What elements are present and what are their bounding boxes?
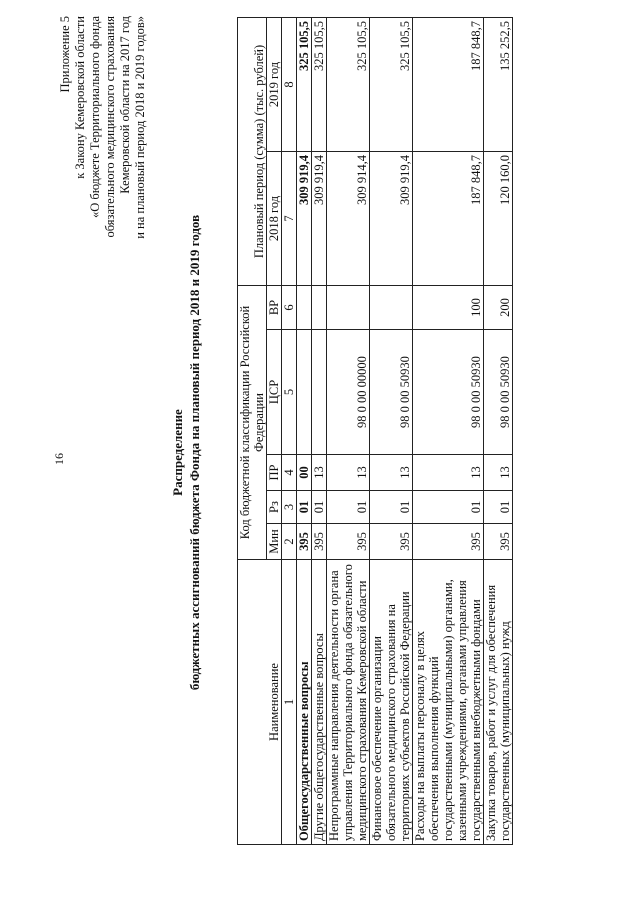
appendix-line: обязательного медицинского страхования xyxy=(103,16,117,238)
header-row xyxy=(238,18,267,845)
header-2019: 2019 год xyxy=(267,18,282,152)
row-csr xyxy=(297,330,312,455)
page-number: 16 xyxy=(52,453,66,465)
row-2018: 309 919,4 xyxy=(370,152,413,286)
row-vr xyxy=(327,286,370,330)
table-row xyxy=(413,18,484,845)
row-2019: 187 848,7 xyxy=(413,18,484,152)
row-rz: 01 xyxy=(413,491,484,524)
column-number: 6 xyxy=(282,286,297,330)
row-csr: 98 0 00 00000 xyxy=(327,330,370,455)
row-rz: 01 xyxy=(312,491,327,524)
row-pr: 13 xyxy=(370,455,413,491)
appendix-line: к Закону Кемеровской области xyxy=(73,16,87,179)
row-pr: 13 xyxy=(484,455,513,491)
row-2019: 325 105,5 xyxy=(327,18,370,152)
appendix-line: «О бюджете Территориального фонда xyxy=(88,16,102,219)
row-rz: 01 xyxy=(370,491,413,524)
header-vr: ВР xyxy=(267,286,282,330)
row-min: 395 xyxy=(370,524,413,560)
header-pr: ПР xyxy=(267,455,282,491)
row-2019: 325 105,5 xyxy=(312,18,327,152)
row-pr: 13 xyxy=(413,455,484,491)
row-2018: 309 914,4 xyxy=(327,152,370,286)
row-name: Закупка товаров, работ и услуг для обеспечения государственных (муниципальных) нужд xyxy=(484,560,513,845)
row-name: Другие общегосударственные вопросы xyxy=(312,560,327,845)
row-min: 395 xyxy=(413,524,484,560)
row-2019: 135 252,5 xyxy=(484,18,513,152)
header-planned-group: Плановый период (сумма) (тыс. рублей) xyxy=(238,18,267,286)
row-2018: 120 160,0 xyxy=(484,152,513,286)
row-csr xyxy=(312,330,327,455)
row-csr: 98 0 00 50930 xyxy=(370,330,413,455)
budget-table xyxy=(237,17,513,845)
table-row xyxy=(312,18,327,845)
table-row xyxy=(327,18,370,845)
row-csr: 98 0 00 50930 xyxy=(413,330,484,455)
appendix-line: Кемеровской области на 2017 год xyxy=(118,16,132,194)
row-2019: 325 105,5 xyxy=(370,18,413,152)
row-2018: 309 919,4 xyxy=(297,152,312,286)
document-subtitle: бюджетных ассигнований бюджета Фонда на плановый период 2018 и 2019 годов xyxy=(187,214,202,691)
column-number: 5 xyxy=(282,330,297,455)
header-rz: Рз xyxy=(267,491,282,524)
row-2018: 187 848,7 xyxy=(413,152,484,286)
row-vr: 200 xyxy=(484,286,513,330)
column-number: 8 xyxy=(282,18,297,152)
row-csr: 98 0 00 50930 xyxy=(484,330,513,455)
column-number: 2 xyxy=(282,524,297,560)
row-name: Финансовое обеспечение организации обязательного медицинского страхования на территориях субъектов Российской Федерации xyxy=(370,560,413,845)
row-name: Непрограммные направления деятельности органа управления Территориального фонда обязательного медицинского страхования Кемеровской области xyxy=(327,560,370,845)
appendix-note xyxy=(58,16,148,446)
column-number: 4 xyxy=(282,455,297,491)
header-csr: ЦСР xyxy=(267,330,282,455)
table-row xyxy=(370,18,413,845)
row-min: 395 xyxy=(484,524,513,560)
row-vr xyxy=(370,286,413,330)
row-rz: 01 xyxy=(327,491,370,524)
header-2018: 2018 год xyxy=(267,152,282,286)
row-pr: 00 xyxy=(297,455,312,491)
table-row xyxy=(297,18,312,845)
appendix-line: и на плановый период 2018 и 2019 годов» xyxy=(133,16,147,239)
row-vr xyxy=(312,286,327,330)
row-min: 395 xyxy=(297,524,312,560)
column-number-row xyxy=(282,18,297,845)
document-title: Распределение xyxy=(170,409,185,496)
row-2018: 309 919,4 xyxy=(312,152,327,286)
appendix-line: Приложение 5 xyxy=(58,16,72,93)
row-name: Расходы на выплаты персоналу в целях обеспечения выполнения функций государственными (муниципальными) органами, казенными учреждениями, органами управления государственными внебюджетными фондами xyxy=(413,560,484,845)
row-name: Общегосударственные вопросы xyxy=(297,560,312,845)
row-vr: 100 xyxy=(413,286,484,330)
row-rz: 01 xyxy=(297,491,312,524)
header-code-group: Код бюджетной классификации Российской Федерации xyxy=(238,286,267,560)
row-min: 395 xyxy=(327,524,370,560)
header-min: Мин xyxy=(267,524,282,560)
row-min: 395 xyxy=(312,524,327,560)
table-row xyxy=(484,18,513,845)
row-pr: 13 xyxy=(327,455,370,491)
header-name: Наименование xyxy=(238,560,282,845)
row-vr xyxy=(297,286,312,330)
column-number: 1 xyxy=(282,560,297,845)
column-number: 7 xyxy=(282,152,297,286)
row-2019: 325 105,5 xyxy=(297,18,312,152)
column-number: 3 xyxy=(282,491,297,524)
row-rz: 01 xyxy=(484,491,513,524)
row-pr: 13 xyxy=(312,455,327,491)
